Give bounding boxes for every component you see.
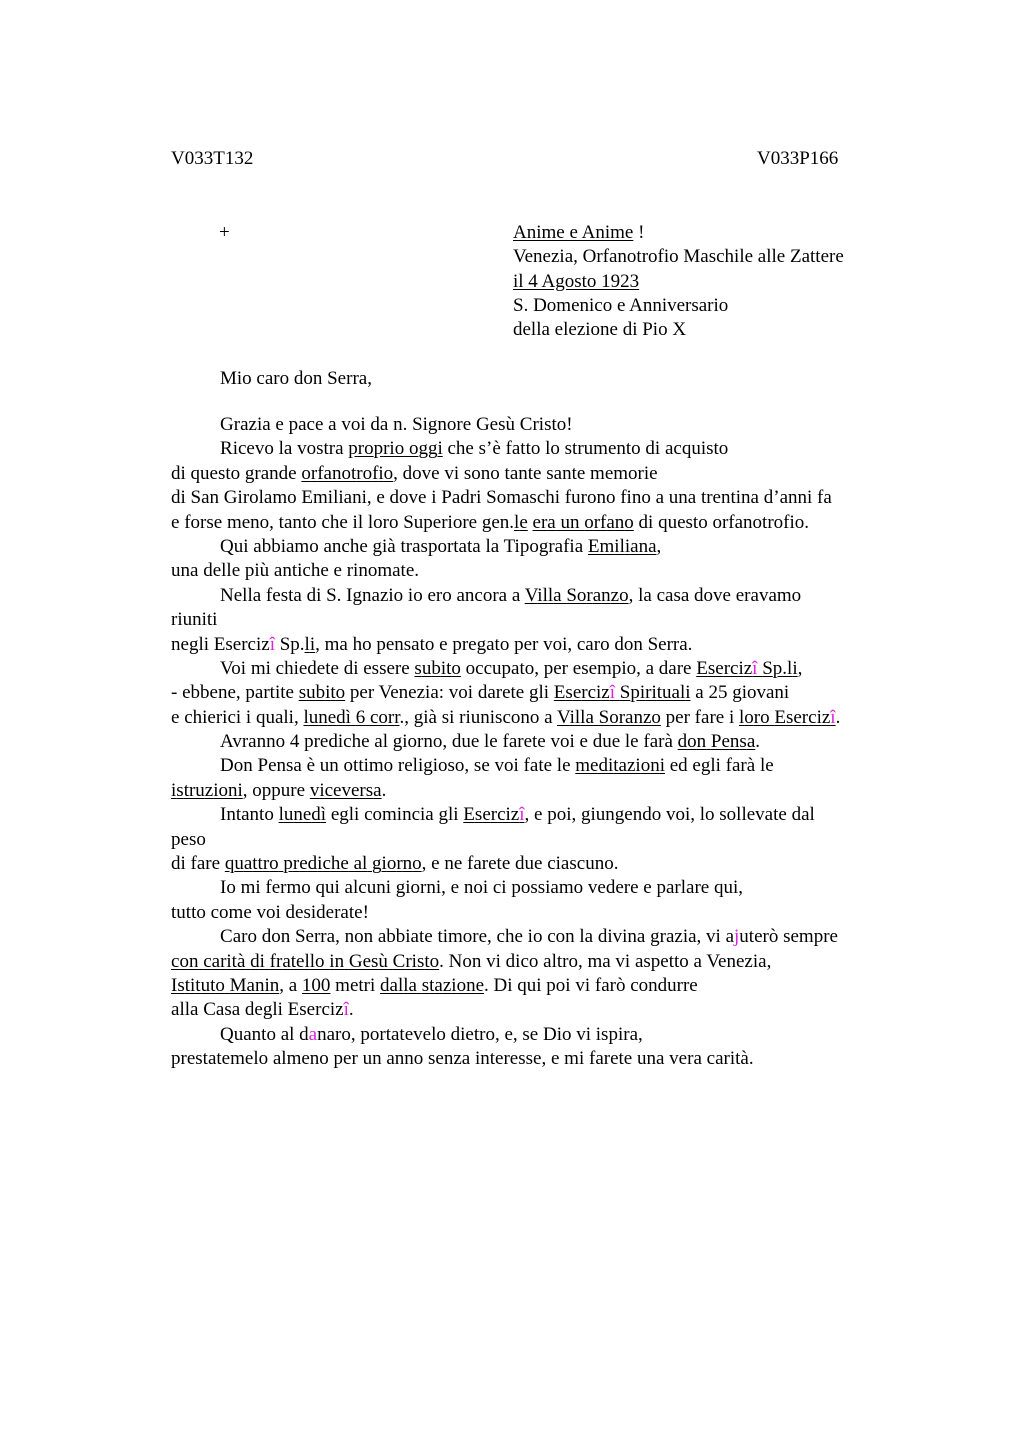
underlined-text: Istituto Manin: [171, 974, 280, 996]
heading-motto-line: [513, 221, 644, 245]
document-code-left: V033T132: [171, 148, 254, 169]
text-segment: .: [381, 779, 387, 801]
letter-line: [171, 998, 911, 1022]
text-segment: per fare i: [665, 706, 735, 728]
salutation: Mio caro don Serra,: [220, 368, 372, 389]
letter-line: [171, 730, 911, 754]
letter-line: [171, 657, 911, 681]
text-segment: Io mi fermo qui alcuni giorni, e noi ci possiamo vedere e parlare qui,: [220, 877, 743, 899]
letter-line: [171, 754, 911, 778]
text-segment: ., già si riuniscono a: [399, 706, 553, 728]
text-segment: - ebbene, partite: [171, 682, 294, 704]
text-segment: ,: [797, 657, 803, 679]
letter-line: [171, 437, 911, 461]
text-segment: di San Girolamo Emiliani, e dove i Padri Somaschi furono fino a una trentina d’anni fa: [171, 487, 832, 509]
text-segment: riuniti: [171, 609, 218, 631]
heading-election: della elezione di Pio X: [513, 319, 687, 340]
correction-mark: j: [734, 926, 740, 948]
heading-date-line: [513, 270, 639, 294]
underlined-text: Emiliana: [587, 535, 657, 557]
text-segment: Qui abbiamo anche già trasportata la Tipografia: [220, 535, 584, 557]
text-segment: occupato, per esempio, a dare: [465, 657, 692, 679]
text-segment: per Venezia: voi darete gli: [349, 682, 550, 704]
underlined-text: li: [304, 633, 316, 655]
text-segment: alla Casa degli Esercizî.: [171, 999, 354, 1021]
text-segment: Intanto: [220, 804, 274, 826]
letter-body: [171, 413, 911, 1072]
correction-mark: î: [752, 657, 758, 679]
letter-line: [171, 1023, 911, 1047]
underlined-text: lunedì 6 corr: [303, 706, 400, 728]
underlined-text: subito: [414, 657, 461, 679]
correction-mark: î: [609, 682, 616, 704]
letter-line: [171, 486, 911, 510]
underlined-text: con carità di fratello in Gesù Cristo: [171, 950, 440, 972]
underlined-text: Villa Soranzo: [524, 584, 629, 606]
text-segment: Grazia e pace a voi da n. Signore Gesù Cristo!: [220, 414, 573, 435]
letter-line: [171, 1047, 911, 1071]
underlined-text: istruzioni: [171, 779, 243, 801]
letter-line: [171, 803, 911, 827]
letter-line: [171, 901, 911, 925]
text-segment: tutto come voi desiderate!: [171, 901, 369, 923]
text-segment: egli comincia gli: [330, 804, 459, 826]
text-segment: , ma ho pensato e pregato per voi, caro don Serra.: [315, 633, 693, 655]
text-segment: di questo grande: [171, 462, 297, 484]
text-segment: Caro don Serra, non abbiate timore, che io con la divina grazia, vi ajuterò sempre: [220, 926, 838, 948]
underlined-text: viceversa: [309, 779, 382, 801]
letter-line: [171, 462, 911, 486]
text-segment: Quanto al danaro, portatevelo dietro, e, se Dio vi ispira,: [220, 1023, 643, 1045]
text-segment: , dove vi sono tante sante memorie: [393, 462, 658, 484]
letter-line: [171, 779, 911, 803]
underlined-text: dalla stazione: [380, 974, 484, 996]
underlined-text: 100: [301, 974, 331, 996]
underlined-text: orfanotrofio: [301, 462, 394, 484]
underlined-text: subito: [298, 682, 346, 704]
underlined-text: loro Esercizî: [738, 706, 836, 728]
text-segment: , e poi, giungendo voi, lo sollevate dal: [524, 804, 815, 826]
heading-motto-exclamation: !: [633, 222, 645, 243]
letter-line: [171, 535, 911, 559]
letter-line: [171, 706, 911, 730]
correction-mark: î: [830, 706, 836, 728]
underlined-text: le: [514, 511, 528, 533]
letter-line: [171, 413, 911, 437]
underlined-text: Esercizî Sp.li: [696, 657, 798, 679]
text-segment: ,: [656, 535, 662, 557]
text-segment: che s’è fatto lo strumento di acquisto: [447, 438, 729, 460]
text-segment: di questo orfanotrofio.: [638, 511, 810, 533]
document-code-right: V033P166: [757, 148, 839, 169]
heading-motto: Anime e Anime: [513, 222, 634, 243]
underlined-text: meditazioni: [575, 755, 665, 777]
letter-line: [171, 681, 911, 705]
text-segment: . Non vi dico altro, ma vi aspetto a Venezia,: [439, 950, 772, 972]
letter-line: [171, 559, 911, 583]
text-segment: a 25 giovani: [695, 682, 790, 704]
correction-mark: î: [343, 999, 349, 1021]
text-segment: Nella festa di S. Ignazio io ero ancora a: [220, 584, 521, 606]
text-segment: . Di qui poi vi farò condurre: [484, 974, 698, 996]
underlined-text: proprio oggi: [348, 438, 443, 460]
text-segment: .: [835, 706, 841, 728]
text-segment: Voi mi chiedete di essere: [220, 657, 410, 679]
letter-line: [171, 828, 911, 852]
text-segment: , oppure: [242, 779, 306, 801]
cross-mark: +: [219, 222, 230, 243]
text-segment: e forse meno, tanto che il loro Superiore gen.: [171, 511, 515, 533]
letter-line: [171, 876, 911, 900]
letter-line: [171, 608, 911, 632]
underlined-text: era un orfano: [532, 511, 634, 533]
text-segment: Don Pensa è un ottimo religioso, se voi fate le: [220, 755, 571, 777]
letter-line: [171, 633, 911, 657]
letter-line: [171, 584, 911, 608]
text-segment: una delle più antiche e rinomate.: [171, 560, 420, 582]
underlined-text: lunedì: [278, 804, 327, 826]
text-segment: di fare: [171, 853, 221, 875]
underlined-text: Esercizî Spirituali: [553, 682, 691, 704]
text-segment: e chierici i quali,: [171, 706, 299, 728]
underlined-text: Esercizî: [463, 804, 525, 826]
correction-mark: a: [308, 1023, 318, 1045]
correction-mark: î: [269, 633, 275, 655]
underlined-text: Villa Soranzo: [557, 706, 661, 728]
correction-mark: î: [519, 804, 525, 826]
letter-line: [171, 950, 911, 974]
underlined-text: don Pensa: [677, 731, 756, 753]
text-segment: ed egli farà le: [669, 755, 774, 777]
text-segment: metri: [335, 974, 376, 996]
text-segment: , e ne farete due ciascuno.: [421, 853, 619, 875]
letter-line: [171, 852, 911, 876]
text-segment: Ricevo la vostra: [220, 438, 344, 460]
heading-feast: S. Domenico e Anniversario: [513, 295, 729, 316]
text-segment: Avranno 4 prediche al giorno, due le farete voi e due le farà: [220, 731, 673, 753]
heading-date: il 4 Agosto 1923: [513, 271, 640, 292]
text-segment: .: [755, 731, 760, 753]
letter-line: [171, 974, 911, 998]
text-segment: negli Esercizî Sp.: [171, 633, 305, 655]
letter-line: [171, 511, 911, 535]
underlined-text: quattro prediche al giorno: [224, 853, 422, 875]
letter-line: [171, 925, 911, 949]
text-segment: , a: [279, 974, 298, 996]
text-segment: , la casa dove eravamo: [628, 584, 802, 606]
text-segment: prestatemelo almeno per un anno senza interesse, e mi farete una vera carità.: [171, 1048, 754, 1070]
text-segment: peso: [171, 828, 206, 850]
heading-place: Venezia, Orfanotrofio Maschile alle Zattere: [513, 246, 844, 267]
